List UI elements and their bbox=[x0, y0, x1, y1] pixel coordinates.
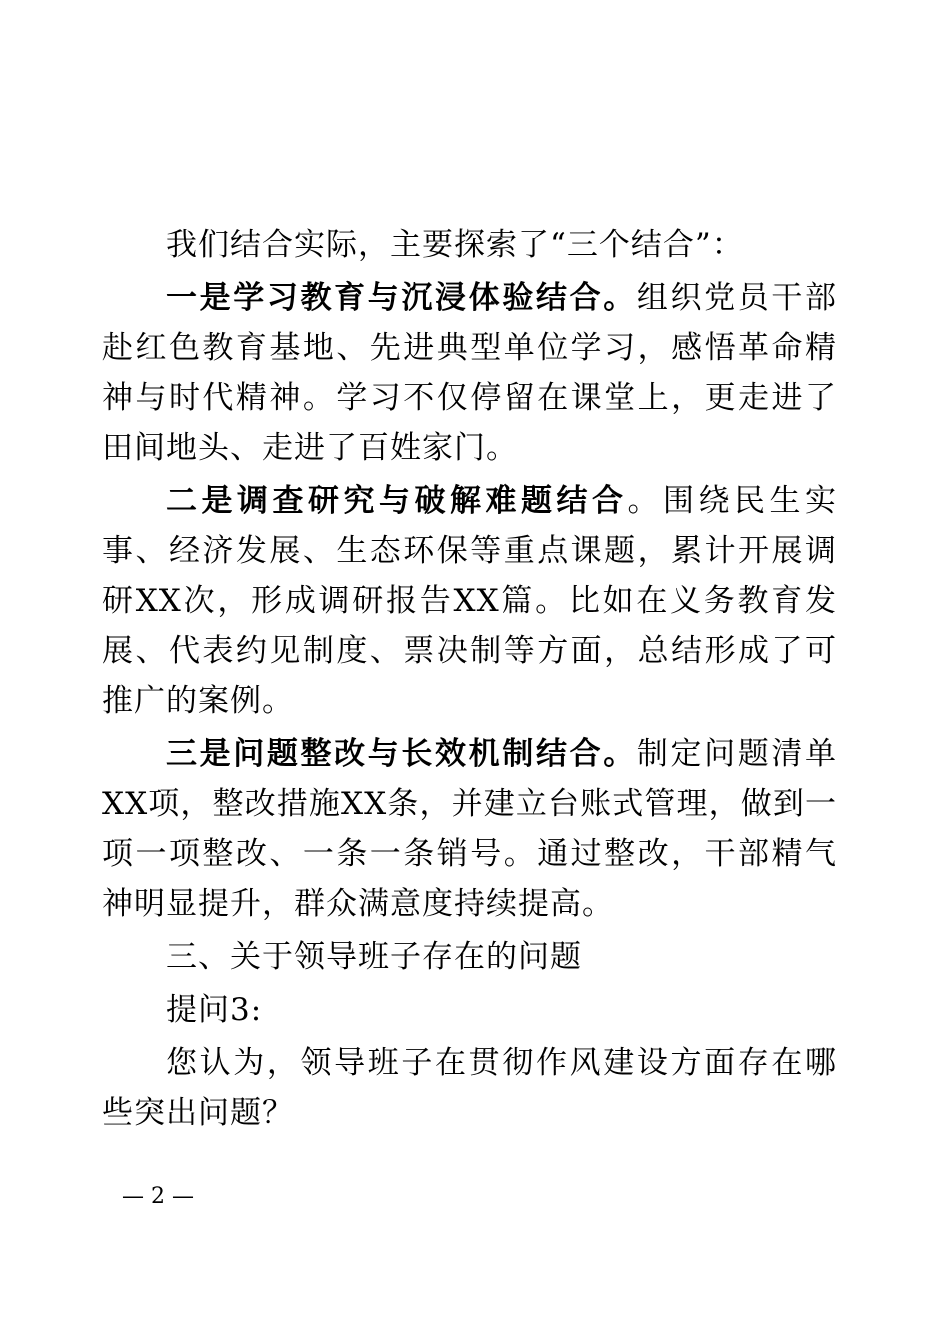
question-label-text: 提问3: bbox=[166, 992, 263, 1028]
page-number: — 2 — bbox=[122, 1184, 194, 1209]
question-label bbox=[102, 985, 837, 1035]
item-text-2: 。围绕民生实事、经济发展、生态环保等重点课题，累计开展调研XX次，形成调研报告XX篇。比如在义务教育发展、代表约见制度、票决制等方面，总结形成了可推广的案例。 bbox=[102, 483, 837, 719]
item-paragraph-2 bbox=[102, 476, 837, 726]
question-paragraph bbox=[102, 1038, 837, 1138]
intro-paragraph bbox=[102, 220, 837, 270]
item-lead-1: 一是学习教育与沉浸体验结合。 bbox=[166, 280, 637, 316]
item-lead-3: 三是问题整改与长效机制结合。 bbox=[166, 736, 637, 772]
item-text-3: 制定问题清单XX项，整改措施XX条，并建立台账式管理，做到一项一项整改、一条一条销号。通过整改，干部精气神明显提升，群众满意度持续提高。 bbox=[102, 736, 838, 922]
section-heading-text: 三、关于领导班子存在的问题 bbox=[166, 939, 582, 975]
item-lead-2: 二是调查研究与破解难题结合 bbox=[166, 483, 628, 519]
item-text-1: 组织党员干部赴红色教育基地、先进典型单位学习，感悟革命精神与时代精神。学习不仅停留在课堂上，更走进了田间地头、走进了百姓家门。 bbox=[102, 280, 838, 466]
item-paragraph-1 bbox=[102, 273, 837, 473]
intro-text: 我们结合实际，主要探索了“三个结合”： bbox=[166, 227, 744, 263]
section-heading bbox=[102, 932, 837, 982]
document-body bbox=[102, 220, 837, 1141]
question-text: 您认为，领导班子在贯彻作风建设方面存在哪些突出问题？ bbox=[102, 1045, 837, 1131]
item-paragraph-3 bbox=[102, 729, 837, 929]
